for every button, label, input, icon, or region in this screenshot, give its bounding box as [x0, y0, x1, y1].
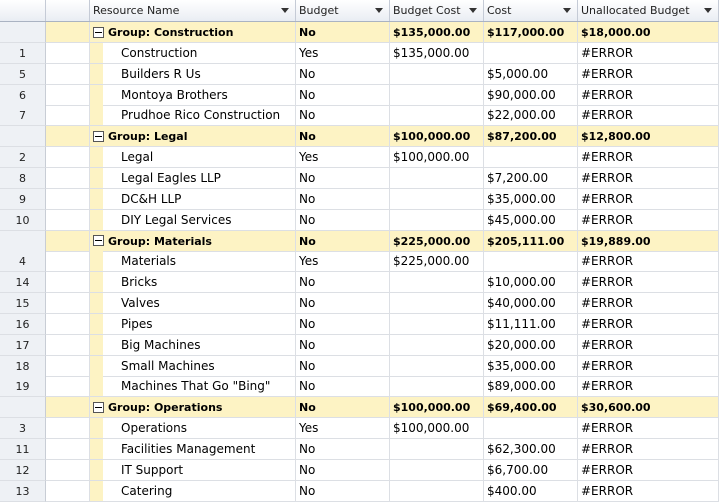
cost-cell[interactable]: $6,700.00 [484, 460, 578, 481]
resource-name-cell[interactable] [90, 418, 296, 439]
collapse-icon[interactable] [93, 235, 104, 246]
row-id-cell[interactable]: 9 [0, 189, 46, 210]
resource-name-label: Builders R Us [121, 66, 201, 81]
resource-name-label: Big Machines [121, 337, 201, 352]
cost-cell[interactable]: $45,000.00 [484, 210, 578, 231]
budget-cost-column-header[interactable] [390, 0, 484, 21]
indicator-cell [46, 293, 90, 314]
unallocated-budget-cell[interactable]: #ERROR [578, 335, 719, 356]
budget-cell[interactable]: No [296, 293, 390, 314]
budget-cost-cell[interactable] [390, 293, 484, 314]
group-name-cell[interactable] [90, 22, 296, 43]
group-indent-strip [90, 210, 103, 230]
resource-name-cell[interactable] [90, 105, 296, 126]
budget-cost-cell[interactable] [390, 356, 484, 377]
budget-cost-cell[interactable]: $135,000.00 [390, 22, 484, 43]
table-row[interactable] [0, 85, 719, 106]
row-id-cell[interactable]: 19 [0, 376, 46, 397]
table-row[interactable] [0, 189, 719, 210]
indicator-cell [46, 147, 90, 168]
indicator-cell [46, 251, 90, 272]
budget-cell[interactable]: No [296, 189, 390, 210]
resource-name-cell[interactable] [90, 85, 296, 106]
group-indent-strip [90, 376, 103, 396]
group-header-row[interactable] [0, 126, 719, 147]
table-row[interactable] [0, 376, 719, 397]
resource-name-cell[interactable] [90, 147, 296, 168]
group-indent-strip [90, 356, 103, 376]
row-id-cell[interactable] [0, 22, 46, 43]
table-row[interactable] [0, 460, 719, 481]
indicator-cell [46, 481, 90, 502]
table-row[interactable] [0, 105, 719, 126]
budget-cost-cell[interactable] [390, 460, 484, 481]
indicator-cell [46, 335, 90, 356]
group-indent-strip [90, 481, 103, 501]
table-row[interactable] [0, 481, 719, 502]
collapse-icon[interactable] [93, 27, 104, 38]
cost-cell[interactable]: $90,000.00 [484, 85, 578, 106]
table-row[interactable] [0, 147, 719, 168]
cost-cell[interactable]: $117,000.00 [484, 22, 578, 43]
unallocated-budget-cell[interactable]: #ERROR [578, 251, 719, 272]
resource-name-cell[interactable] [90, 189, 296, 210]
resource-name-cell[interactable] [90, 293, 296, 314]
cost-cell[interactable]: $35,000.00 [484, 356, 578, 377]
unallocated-budget-cell[interactable]: #ERROR [578, 168, 719, 189]
unallocated-budget-cell[interactable]: #ERROR [578, 314, 719, 335]
resource-name-cell[interactable] [90, 356, 296, 377]
row-id-cell[interactable]: 14 [0, 272, 46, 293]
resource-name-label: Bricks [121, 275, 158, 290]
indicator-cell [46, 64, 90, 85]
resource-name-label: Operations [121, 421, 187, 436]
budget-cell[interactable]: Yes [296, 251, 390, 272]
indicator-cell [46, 189, 90, 210]
group-name-label: Group: Legal [108, 130, 188, 144]
table-row[interactable] [0, 314, 719, 335]
resource-name-cell[interactable] [90, 439, 296, 460]
unallocated-budget-header-label: Unallocated Budget [581, 4, 690, 17]
indicator-cell [46, 397, 90, 418]
unallocated-budget-cell[interactable]: #ERROR [578, 147, 719, 168]
group-indent-strip [90, 314, 103, 334]
unallocated-budget-cell[interactable]: $18,000.00 [578, 22, 719, 43]
group-header-row[interactable] [0, 397, 719, 418]
indicator-cell [46, 210, 90, 231]
unallocated-budget-cell[interactable]: $30,600.00 [578, 397, 719, 418]
group-indent-strip [90, 335, 103, 355]
resource-name-label: Montoya Brothers [121, 87, 228, 102]
resource-name-label: Construction [121, 45, 198, 60]
budget-cost-cell[interactable] [390, 335, 484, 356]
group-indent-strip [90, 460, 103, 480]
row-id-cell[interactable]: 4 [0, 251, 46, 272]
budget-cell[interactable]: No [296, 64, 390, 85]
row-id-cell[interactable]: 16 [0, 314, 46, 335]
indicator-cell [46, 168, 90, 189]
budget-header-label: Budget [299, 4, 339, 17]
indicator-cell [46, 356, 90, 377]
budget-cost-cell[interactable]: $100,000.00 [390, 418, 484, 439]
group-header-row[interactable] [0, 231, 719, 252]
cost-cell[interactable]: $89,000.00 [484, 376, 578, 397]
table-row[interactable] [0, 251, 719, 272]
resource-name-label: Catering [121, 483, 173, 498]
budget-cost-cell[interactable] [390, 85, 484, 106]
chevron-down-icon[interactable] [469, 8, 477, 13]
indicator-cell [46, 85, 90, 106]
resource-name-cell[interactable] [90, 335, 296, 356]
budget-cost-cell[interactable] [390, 314, 484, 335]
group-name-label: Group: Operations [108, 401, 223, 415]
budget-cost-cell[interactable] [390, 481, 484, 502]
cost-cell[interactable] [484, 251, 578, 272]
cost-cell[interactable]: $35,000.00 [484, 189, 578, 210]
indicators-column-header[interactable] [46, 0, 90, 21]
resource-name-cell[interactable] [90, 210, 296, 231]
cost-cell[interactable]: $5,000.00 [484, 64, 578, 85]
group-indent-strip [90, 168, 103, 188]
table-row[interactable] [0, 43, 719, 64]
budget-cell[interactable]: No [296, 356, 390, 377]
budget-cost-cell[interactable] [390, 376, 484, 397]
resource-name-label: Legal [121, 150, 154, 165]
indicator-cell [46, 272, 90, 293]
row-id-cell[interactable] [0, 397, 46, 418]
budget-cost-cell[interactable] [390, 105, 484, 126]
unallocated-budget-cell[interactable]: $12,800.00 [578, 126, 719, 147]
collapse-icon[interactable] [93, 131, 104, 142]
cost-cell[interactable]: $400.00 [484, 481, 578, 502]
group-indent-strip [90, 251, 103, 271]
cost-cell[interactable]: $62,300.00 [484, 439, 578, 460]
unallocated-budget-cell[interactable]: #ERROR [578, 64, 719, 85]
budget-cell[interactable]: No [296, 105, 390, 126]
cost-column-header[interactable] [484, 0, 578, 21]
group-indent-strip [90, 64, 103, 84]
budget-cell[interactable]: No [296, 168, 390, 189]
group-name-cell[interactable] [90, 397, 296, 418]
table-row[interactable] [0, 168, 719, 189]
indicator-cell [46, 460, 90, 481]
unallocated-budget-cell[interactable]: #ERROR [578, 43, 719, 64]
resource-name-cell[interactable] [90, 376, 296, 397]
row-id-cell[interactable]: 2 [0, 147, 46, 168]
resource-name-label: Legal Eagles LLP [121, 170, 221, 185]
resource-name-cell[interactable] [90, 43, 296, 64]
indicator-cell [46, 439, 90, 460]
unallocated-budget-cell[interactable]: #ERROR [578, 481, 719, 502]
row-id-cell[interactable]: 6 [0, 85, 46, 106]
table-row[interactable] [0, 439, 719, 460]
cost-cell[interactable]: $11,111.00 [484, 314, 578, 335]
row-id-cell[interactable]: 15 [0, 293, 46, 314]
group-name-cell[interactable] [90, 126, 296, 147]
resource-name-header-label: Resource Name [93, 4, 180, 17]
budget-cell[interactable]: No [296, 314, 390, 335]
resource-name-label: Small Machines [121, 358, 215, 373]
budget-cell[interactable]: No [296, 210, 390, 231]
resource-name-label: IT Support [121, 462, 184, 477]
row-id-cell[interactable]: 11 [0, 439, 46, 460]
budget-cell[interactable]: Yes [296, 43, 390, 64]
budget-cell[interactable]: No [296, 335, 390, 356]
unallocated-budget-cell[interactable]: #ERROR [578, 210, 719, 231]
resource-name-label: Valves [121, 296, 160, 311]
row-id-cell[interactable]: 5 [0, 64, 46, 85]
row-id-cell[interactable]: 13 [0, 481, 46, 502]
unallocated-budget-cell[interactable]: #ERROR [578, 418, 719, 439]
group-indent-strip [90, 439, 103, 459]
table-row[interactable] [0, 272, 719, 293]
indicator-cell [46, 22, 90, 43]
budget-cost-cell[interactable]: $225,000.00 [390, 231, 484, 252]
indicator-cell [46, 376, 90, 397]
budget-cost-cell[interactable] [390, 210, 484, 231]
table-row[interactable] [0, 210, 719, 231]
budget-cell[interactable]: No [296, 460, 390, 481]
row-id-cell[interactable]: 18 [0, 356, 46, 377]
budget-cost-cell[interactable] [390, 189, 484, 210]
budget-cell[interactable]: Yes [296, 147, 390, 168]
budget-cost-cell[interactable]: $225,000.00 [390, 251, 484, 272]
indicator-cell [46, 43, 90, 64]
indicator-cell [46, 418, 90, 439]
chevron-down-icon[interactable] [281, 8, 289, 13]
resource-name-cell[interactable] [90, 272, 296, 293]
table-row[interactable] [0, 418, 719, 439]
group-indent-strip [90, 85, 103, 105]
unallocated-budget-column-header[interactable] [578, 0, 719, 21]
resource-name-column-header[interactable] [90, 0, 296, 21]
budget-cost-cell[interactable]: $100,000.00 [390, 397, 484, 418]
cost-cell[interactable]: $87,200.00 [484, 126, 578, 147]
budget-cost-cell[interactable] [390, 64, 484, 85]
indicator-cell [46, 231, 90, 252]
chevron-down-icon[interactable] [704, 8, 712, 13]
unallocated-budget-cell[interactable]: #ERROR [578, 460, 719, 481]
cost-cell[interactable]: $205,111.00 [484, 231, 578, 252]
unallocated-budget-cell[interactable]: #ERROR [578, 105, 719, 126]
select-all-corner[interactable] [0, 0, 46, 21]
unallocated-budget-cell[interactable]: #ERROR [578, 376, 719, 397]
indicator-cell [46, 126, 90, 147]
table-row[interactable] [0, 335, 719, 356]
cost-cell[interactable]: $40,000.00 [484, 293, 578, 314]
budget-cell[interactable]: No [296, 376, 390, 397]
group-name-label: Group: Construction [108, 26, 234, 39]
budget-cell[interactable]: No [296, 272, 390, 293]
unallocated-budget-cell[interactable]: #ERROR [578, 293, 719, 314]
unallocated-budget-cell[interactable]: #ERROR [578, 189, 719, 210]
unallocated-budget-cell[interactable]: #ERROR [578, 356, 719, 377]
row-id-cell[interactable]: 10 [0, 210, 46, 231]
budget-cost-cell[interactable]: $100,000.00 [390, 147, 484, 168]
budget-cost-cell[interactable] [390, 272, 484, 293]
collapse-icon[interactable] [93, 402, 104, 413]
group-indent-strip [90, 43, 103, 63]
resource-name-label: Pipes [121, 316, 153, 331]
unallocated-budget-cell[interactable]: #ERROR [578, 272, 719, 293]
resource-name-label: Materials [121, 254, 177, 269]
cost-cell[interactable] [484, 147, 578, 168]
row-id-cell[interactable]: 12 [0, 460, 46, 481]
budget-cell[interactable]: No [296, 126, 390, 147]
group-name-label: Group: Materials [108, 234, 212, 248]
budget-cell[interactable]: No [296, 85, 390, 106]
group-indent-strip [90, 272, 103, 292]
group-indent-strip [90, 189, 103, 209]
chevron-down-icon[interactable] [375, 8, 383, 13]
row-id-cell[interactable]: 1 [0, 43, 46, 64]
resource-name-label: Facilities Management [121, 442, 256, 456]
resource-name-label: DC&H LLP [121, 191, 182, 206]
row-id-cell[interactable]: 7 [0, 105, 46, 126]
budget-column-header[interactable] [296, 0, 390, 21]
column-header-row [0, 0, 719, 22]
cost-cell[interactable]: $10,000.00 [484, 272, 578, 293]
budget-cell[interactable]: No [296, 481, 390, 502]
cost-cell[interactable] [484, 418, 578, 439]
unallocated-budget-cell[interactable]: $19,889.00 [578, 231, 719, 252]
budget-cell[interactable]: Yes [296, 418, 390, 439]
budget-cell[interactable]: No [296, 439, 390, 460]
budget-cost-cell[interactable] [390, 439, 484, 460]
group-indent-strip [90, 418, 103, 438]
cost-cell[interactable]: $7,200.00 [484, 168, 578, 189]
budget-cell[interactable]: No [296, 231, 390, 252]
row-id-cell[interactable]: 3 [0, 418, 46, 439]
budget-cell[interactable]: No [296, 397, 390, 418]
table-row[interactable] [0, 356, 719, 377]
group-name-cell[interactable] [90, 231, 296, 252]
cost-cell[interactable]: $20,000.00 [484, 335, 578, 356]
group-indent-strip [90, 293, 103, 313]
row-id-cell[interactable] [0, 231, 46, 252]
resource-name-cell[interactable] [90, 251, 296, 272]
budget-cost-cell[interactable] [390, 168, 484, 189]
resource-name-cell[interactable] [90, 481, 296, 502]
unallocated-budget-cell[interactable]: #ERROR [578, 439, 719, 460]
budget-cost-cell[interactable]: $100,000.00 [390, 126, 484, 147]
cost-header-label: Cost [487, 4, 512, 17]
cost-cell[interactable]: $22,000.00 [484, 105, 578, 126]
row-id-cell[interactable]: 17 [0, 335, 46, 356]
resource-name-label: Prudhoe Rico Construction [121, 108, 281, 123]
unallocated-budget-cell[interactable]: #ERROR [578, 85, 719, 106]
resource-name-cell[interactable] [90, 314, 296, 335]
resource-name-label: DIY Legal Services [121, 212, 232, 227]
budget-cost-header-label: Budget Cost [393, 4, 461, 17]
budget-cell[interactable]: No [296, 22, 390, 43]
resource-name-cell[interactable] [90, 64, 296, 85]
cost-cell[interactable] [484, 43, 578, 64]
budget-cost-cell[interactable]: $135,000.00 [390, 43, 484, 64]
indicator-cell [46, 105, 90, 126]
cost-cell[interactable]: $69,400.00 [484, 397, 578, 418]
group-indent-strip [90, 147, 103, 167]
resource-name-cell[interactable] [90, 168, 296, 189]
group-header-row[interactable] [0, 22, 719, 43]
group-indent-strip [90, 105, 103, 125]
resource-name-label: Machines That Go "Bing" [121, 379, 271, 394]
indicator-cell [46, 314, 90, 335]
table-row[interactable] [0, 64, 719, 85]
chevron-down-icon[interactable] [563, 8, 571, 13]
row-id-cell[interactable]: 8 [0, 168, 46, 189]
table-row[interactable] [0, 293, 719, 314]
resource-name-cell[interactable] [90, 460, 296, 481]
row-id-cell[interactable] [0, 126, 46, 147]
